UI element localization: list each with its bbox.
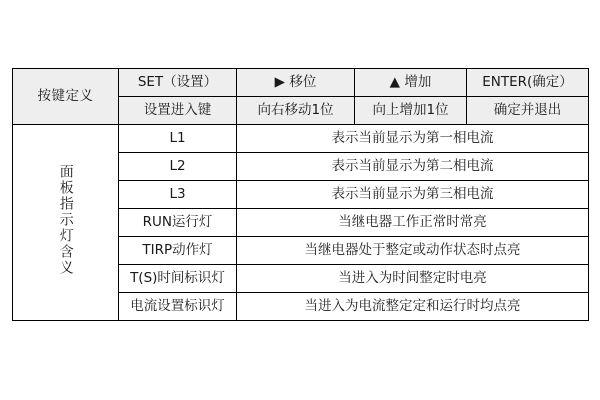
lamp-name-time: T(S)时间标识灯 [119, 265, 237, 293]
key-name-increase: ▲ 增加 [355, 69, 467, 97]
lamp-name-l1: L1 [119, 125, 237, 153]
table-row-lamp-l1 [13, 125, 589, 153]
lamp-name-l2: L2 [119, 153, 237, 181]
key-desc-shift: 向右移动1位 [237, 97, 355, 125]
key-definition-label: 按键定义 [13, 69, 119, 125]
lamp-name-l3: L3 [119, 181, 237, 209]
lamp-name-tirp: TIRP动作灯 [119, 237, 237, 265]
key-name-set: SET（设置） [119, 69, 237, 97]
lamp-desc-run: 当继电器工作正常时常亮 [237, 209, 589, 237]
lamp-desc-time: 当进入为时间整定时电亮 [237, 265, 589, 293]
key-name-shift: ▶ 移位 [237, 69, 355, 97]
lamp-desc-tirp: 当继电器处于整定或动作状态时点亮 [237, 237, 589, 265]
lamp-desc-l1: 表示当前显示为第一相电流 [237, 125, 589, 153]
key-desc-enter: 确定并退出 [467, 97, 589, 125]
panel-indicator-label: 面板指示灯含义 [13, 125, 119, 321]
lamp-desc-l2: 表示当前显示为第二相电流 [237, 153, 589, 181]
key-desc-increase: 向上增加1位 [355, 97, 467, 125]
lamp-desc-current: 当进入为电流整定定和运行时均点亮 [237, 293, 589, 321]
spec-table [12, 68, 589, 321]
lamp-name-current: 电流设置标识灯 [119, 293, 237, 321]
table-row-key-names [13, 69, 589, 97]
key-desc-set: 设置进入键 [119, 97, 237, 125]
key-name-enter: ENTER(确定） [467, 69, 589, 97]
lamp-desc-l3: 表示当前显示为第三相电流 [237, 181, 589, 209]
lamp-name-run: RUN运行灯 [119, 209, 237, 237]
spec-table-wrapper [12, 68, 588, 321]
